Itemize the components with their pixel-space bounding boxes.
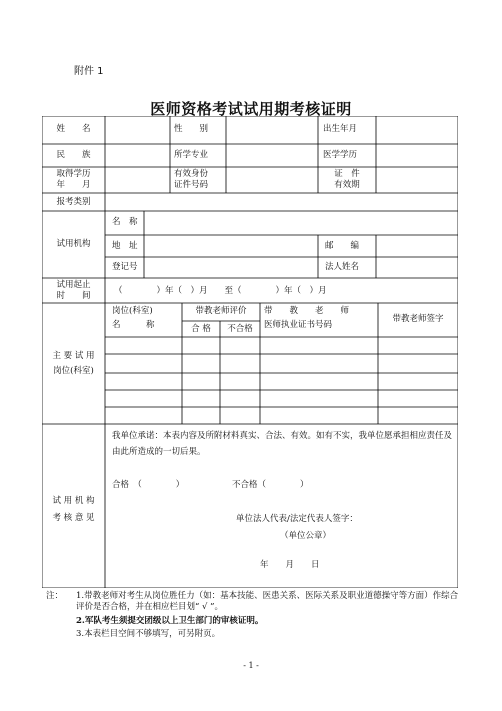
post-name-header-1: 岗位(科室) (112, 306, 153, 316)
registration-label: 登记号 (112, 262, 138, 272)
pass-header: 合 格 (191, 324, 211, 334)
gender-label: 性 别 (174, 124, 209, 134)
ethnicity-label: 民 族 (56, 150, 91, 160)
org-address-label: 地 址 (112, 241, 138, 251)
id-validity-label-1: 证 件 (334, 169, 360, 179)
legal-person-label: 法人姓名 (325, 262, 360, 272)
degree-date-label-2: 年 月 (56, 180, 91, 190)
education-label: 医学学历 (323, 150, 358, 160)
opinion-label-1: 试 用 机 构 (52, 496, 95, 506)
id-validity-label-2: 有效期 (334, 180, 360, 190)
period-label-2: 时 间 (56, 291, 91, 301)
name-label: 姓 名 (56, 124, 91, 134)
seal-label: （单位公章） (280, 531, 332, 541)
fail-option: 不合格（ ） (232, 480, 309, 490)
period-label-1: 试用起止 (56, 280, 91, 290)
note-item: 3.本表栏目空间不够填写，可另附页。 (76, 629, 221, 639)
opinion-label-2: 考 核 意 见 (52, 513, 95, 523)
commitment-text: 我单位承诺：本表内容及所附材料真实、合法、有效。如有不实，我单位愿承担相应责任及由此所造成的一切后果。 (112, 431, 453, 457)
signature-label: 单位法人代表/法定代表人签字： (236, 514, 358, 524)
date-label: 年 月 日 (260, 560, 320, 570)
id-number-label-1: 有效身份 (174, 169, 209, 179)
pass-option: 合格 （ ） (112, 480, 185, 490)
major-label: 所学专业 (174, 150, 209, 160)
post-name-header-2: 名 称 (112, 320, 155, 330)
teacher-eval-header: 带教老师评价 (195, 306, 247, 316)
trial-org-label: 试用机构 (56, 239, 91, 249)
page-number: - 1 - (243, 661, 259, 670)
fail-header: 不合格 (227, 324, 253, 334)
teacher-cert-header-1: 带 教 老 师 (264, 306, 350, 316)
birth-label: 出生年月 (323, 124, 358, 134)
degree-date-label-1: 取得学历 (56, 169, 91, 179)
posts-label-2: 岗位(科室) (53, 366, 94, 376)
teacher-cert-header-2: 医师执业证书号码 (264, 320, 333, 330)
org-name-label: 名 称 (112, 217, 138, 227)
page-title: 医师资格考试试用期考核证明 (150, 100, 352, 118)
attachment-label: 附件 1 (74, 66, 104, 77)
period-value: （ ）年（ ）月 至（ ）年（ ）月 (114, 286, 327, 296)
note-item: 2.军队考生须提交团级以上卫生部门的审核证明。 (76, 616, 264, 626)
id-number-label-2: 证件号码 (174, 180, 209, 190)
teacher-sign-header: 带教老师签字 (392, 314, 444, 324)
postcode-label: 邮 编 (325, 241, 360, 251)
assessment-form (42, 116, 458, 588)
exam-category-label: 报考类别 (56, 197, 91, 207)
notes-label: 注： (46, 591, 64, 601)
posts-label-1: 主 要 试 用 (52, 351, 95, 361)
note-item: 1.带教老师对考生从岗位胜任力（如：基本技能、医患关系、医际关系及职业道德操守等方面）作综合评价是否合格，并在相应栏目划“ √ ”。 (76, 591, 459, 612)
